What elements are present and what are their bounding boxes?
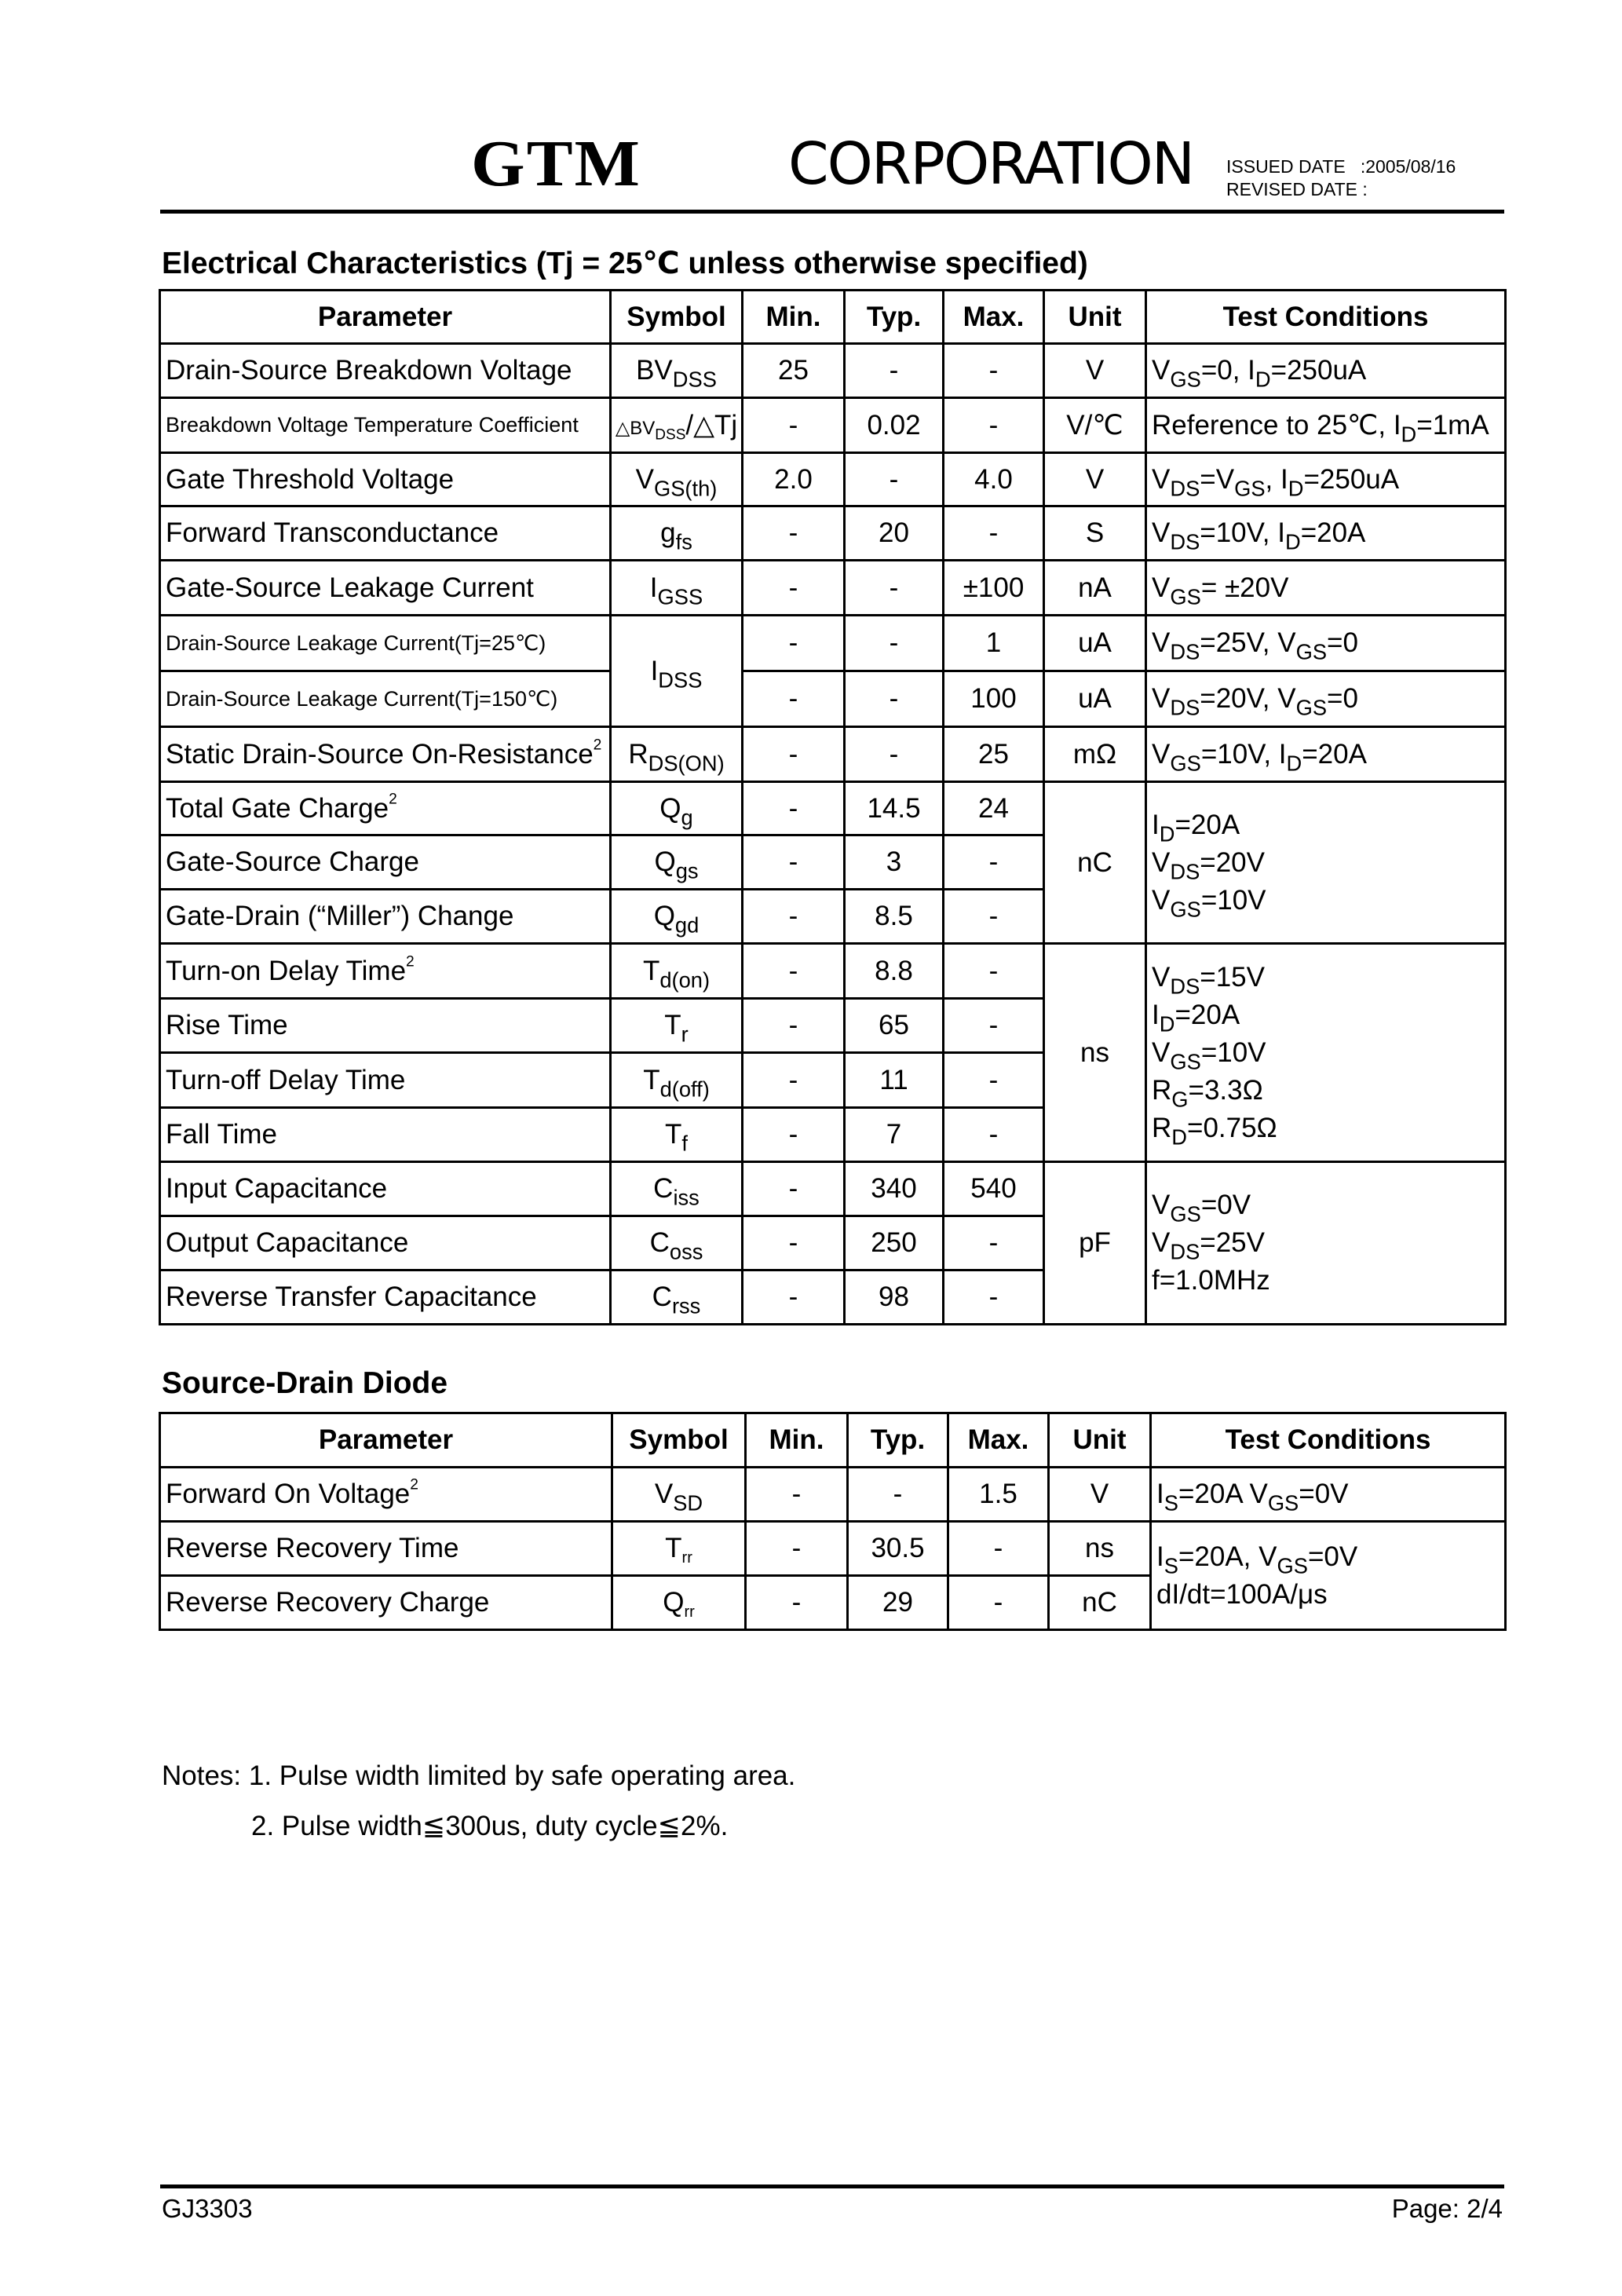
typ-cell: - bbox=[845, 616, 944, 671]
parameter-cell: Reverse Recovery Time bbox=[160, 1522, 612, 1576]
symbol-cell: $Q_{gd}$ bbox=[611, 890, 743, 944]
test-condition-cell: $I_S=20A$ $V_{GS}=0V$ bbox=[1151, 1468, 1506, 1522]
col-header-typ: Typ. bbox=[848, 1413, 948, 1468]
parameter-cell: Forward On Voltage$^2$ bbox=[160, 1468, 612, 1522]
header-rule bbox=[160, 210, 1504, 214]
min-cell: - bbox=[743, 1108, 845, 1162]
parameter-cell: Total Gate Charge$^2$ bbox=[160, 782, 611, 835]
parameter-cell: Gate-Source Leakage Current bbox=[160, 561, 611, 616]
test-condition-cell: $I_S=20A$, $V_{GS}=0V$ dI/dt=100A/μs bbox=[1151, 1522, 1506, 1630]
min-cell: - bbox=[743, 398, 845, 453]
col-header-parameter: Parameter bbox=[160, 1413, 612, 1468]
min-cell: - bbox=[746, 1468, 848, 1522]
max-cell: - bbox=[944, 398, 1044, 453]
footer-rule bbox=[160, 2184, 1504, 2188]
max-cell: - bbox=[944, 1108, 1044, 1162]
table-row bbox=[160, 1522, 1506, 1576]
max-cell: 25 bbox=[944, 727, 1044, 782]
typ-cell: 8.8 bbox=[845, 944, 944, 999]
symbol-cell: $I_{GSS}$ bbox=[611, 561, 743, 616]
document-header bbox=[160, 126, 1504, 212]
symbol-cell: $C_{rss}$ bbox=[611, 1270, 743, 1325]
unit-cell: uA bbox=[1044, 616, 1146, 671]
col-header-symbol: Symbol bbox=[611, 291, 743, 344]
table-row bbox=[160, 506, 1506, 561]
col-header-min: Min. bbox=[746, 1413, 848, 1468]
symbol-cell: $T_r$ bbox=[611, 999, 743, 1053]
min-cell: - bbox=[743, 727, 845, 782]
test-condition-cell: $V_{DS}=V_{GS}$, $I_D=250uA$ bbox=[1146, 453, 1506, 506]
typ-cell: 30.5 bbox=[848, 1522, 948, 1576]
parameter-cell: Forward Transconductance bbox=[160, 506, 611, 561]
test-condition-cell: $I_D=20A$ $V_{DS}=20V$ $V_{GS}=10V$ bbox=[1146, 782, 1506, 944]
typ-cell: 65 bbox=[845, 999, 944, 1053]
max-cell: - bbox=[944, 1053, 1044, 1108]
unit-cell: nC bbox=[1049, 1576, 1151, 1630]
note-1: Notes: 1. Pulse width limited by safe operating area. bbox=[162, 1760, 796, 1791]
parameter-cell: Input Capacitance bbox=[160, 1162, 611, 1216]
symbol-cell: $C_{oss}$ bbox=[611, 1216, 743, 1270]
symbol-cell: $V_{SD}$ bbox=[612, 1468, 746, 1522]
test-condition-cell: $V_{GS}=10V$, $I_D=20A$ bbox=[1146, 727, 1506, 782]
symbol-cell: $BV_{DSS}$ bbox=[611, 344, 743, 398]
revised-date-label: REVISED DATE : bbox=[1226, 179, 1368, 199]
min-cell: - bbox=[743, 890, 845, 944]
col-header-max: Max. bbox=[948, 1413, 1049, 1468]
parameter-cell: Gate Threshold Voltage bbox=[160, 453, 611, 506]
table-row bbox=[160, 1468, 1506, 1522]
min-cell: - bbox=[746, 1576, 848, 1630]
min-cell: 25 bbox=[743, 344, 845, 398]
parameter-cell: Gate-Source Charge bbox=[160, 835, 611, 890]
parameter-cell: Turn-off Delay Time bbox=[160, 1053, 611, 1108]
test-condition-cell: $V_{GS}=0$, $I_D=250uA$ bbox=[1146, 344, 1506, 398]
col-header-min: Min. bbox=[743, 291, 845, 344]
symbol-cell: $g_{fs}$ bbox=[611, 506, 743, 561]
table-row bbox=[160, 671, 1506, 727]
test-condition-cell: $V_{GS}= \pm 20V$ bbox=[1146, 561, 1506, 616]
min-cell: - bbox=[743, 1270, 845, 1325]
table-row bbox=[160, 344, 1506, 398]
parameter-cell: Reverse Recovery Charge bbox=[160, 1576, 612, 1630]
max-cell: ±100 bbox=[944, 561, 1044, 616]
test-condition-cell: $V_{DS}=10V$, $I_D=20A$ bbox=[1146, 506, 1506, 561]
table-row bbox=[160, 561, 1506, 616]
parameter-cell: Output Capacitance bbox=[160, 1216, 611, 1270]
unit-cell: V bbox=[1049, 1468, 1151, 1522]
symbol-cell: $Q_{gs}$ bbox=[611, 835, 743, 890]
unit-cell: pF bbox=[1044, 1162, 1146, 1325]
unit-cell: V/℃ bbox=[1044, 398, 1146, 453]
max-cell: 4.0 bbox=[944, 453, 1044, 506]
table-header-row bbox=[160, 1413, 1506, 1468]
parameter-cell: Rise Time bbox=[160, 999, 611, 1053]
company-name: CORPORATION bbox=[788, 130, 1194, 198]
max-cell: - bbox=[944, 890, 1044, 944]
col-header-test-conditions: Test Conditions bbox=[1151, 1413, 1506, 1468]
max-cell: - bbox=[944, 999, 1044, 1053]
test-condition-cell: $V_{DS}=20V$, $V_{GS}=0$ bbox=[1146, 671, 1506, 727]
issued-date-label: ISSUED DATE bbox=[1226, 156, 1346, 177]
max-cell: - bbox=[944, 1216, 1044, 1270]
max-cell: 540 bbox=[944, 1162, 1044, 1216]
source-drain-diode-table bbox=[159, 1412, 1507, 1631]
symbol-cell: $\triangle BV_{DSS}/\triangle Tj$ bbox=[611, 398, 743, 453]
min-cell: - bbox=[743, 1162, 845, 1216]
min-cell: - bbox=[743, 782, 845, 835]
table-row bbox=[160, 782, 1506, 835]
parameter-cell: Static Drain-Source On-Resistance$^2$ bbox=[160, 727, 611, 782]
min-cell: - bbox=[743, 999, 845, 1053]
note-2: 2. Pulse width≦300us, duty cycle≦2%. bbox=[251, 1811, 729, 1841]
unit-cell: V bbox=[1044, 453, 1146, 506]
typ-cell: - bbox=[845, 453, 944, 506]
symbol-cell: $C_{iss}$ bbox=[611, 1162, 743, 1216]
typ-cell: - bbox=[845, 561, 944, 616]
parameter-cell: Fall Time bbox=[160, 1108, 611, 1162]
unit-cell: ns bbox=[1044, 944, 1146, 1162]
max-cell: 24 bbox=[944, 782, 1044, 835]
max-cell: - bbox=[944, 944, 1044, 999]
max-cell: 1 bbox=[944, 616, 1044, 671]
unit-cell: uA bbox=[1044, 671, 1146, 727]
parameter-cell: Drain-Source Leakage Current(Tj=25℃) bbox=[160, 616, 611, 671]
max-cell: - bbox=[944, 344, 1044, 398]
parameter-cell: Turn-on Delay Time$^2$ bbox=[160, 944, 611, 999]
min-cell: - bbox=[743, 944, 845, 999]
issued-date-value: :2005/08/16 bbox=[1360, 156, 1456, 177]
table-row bbox=[160, 727, 1506, 782]
typ-cell: 3 bbox=[845, 835, 944, 890]
parameter-cell: Drain-Source Breakdown Voltage bbox=[160, 344, 611, 398]
parameter-cell: Reverse Transfer Capacitance bbox=[160, 1270, 611, 1325]
table-row bbox=[160, 453, 1506, 506]
unit-cell: nA bbox=[1044, 561, 1146, 616]
col-header-max: Max. bbox=[944, 291, 1044, 344]
symbol-cell: $T_{d(on)}$ bbox=[611, 944, 743, 999]
min-cell: - bbox=[746, 1522, 848, 1576]
min-cell: - bbox=[743, 506, 845, 561]
col-header-unit: Unit bbox=[1044, 291, 1146, 344]
col-header-unit: Unit bbox=[1049, 1413, 1151, 1468]
electrical-characteristics-table bbox=[159, 289, 1507, 1325]
unit-cell: S bbox=[1044, 506, 1146, 561]
col-header-parameter: Parameter bbox=[160, 291, 611, 344]
typ-cell: 98 bbox=[845, 1270, 944, 1325]
parameter-cell: Breakdown Voltage Temperature Coefficient bbox=[160, 398, 611, 453]
symbol-cell: $T_f$ bbox=[611, 1108, 743, 1162]
table-row bbox=[160, 1162, 1506, 1216]
company-logo: GTM bbox=[471, 127, 641, 200]
typ-cell: 8.5 bbox=[845, 890, 944, 944]
parameter-cell: Drain-Source Leakage Current(Tj=150℃) bbox=[160, 671, 611, 727]
min-cell: - bbox=[743, 671, 845, 727]
col-header-typ: Typ. bbox=[845, 291, 944, 344]
symbol-cell: $Q_g$ bbox=[611, 782, 743, 835]
table-header-row bbox=[160, 291, 1506, 344]
typ-cell: 11 bbox=[845, 1053, 944, 1108]
symbol-cell: $R_{DS(ON)}$ bbox=[611, 727, 743, 782]
max-cell: - bbox=[948, 1522, 1049, 1576]
test-condition-cell: $V_{DS}=25V$, $V_{GS}=0$ bbox=[1146, 616, 1506, 671]
max-cell: - bbox=[944, 835, 1044, 890]
test-condition-cell: Reference to 25℃, $I_D=1mA$ bbox=[1146, 398, 1506, 453]
unit-cell: mΩ bbox=[1044, 727, 1146, 782]
max-cell: - bbox=[948, 1576, 1049, 1630]
unit-cell: nC bbox=[1044, 782, 1146, 944]
min-cell: 2.0 bbox=[743, 453, 845, 506]
typ-cell: 20 bbox=[845, 506, 944, 561]
parameter-cell: Gate-Drain (“Miller”) Change bbox=[160, 890, 611, 944]
symbol-cell: $V_{GS(th)}$ bbox=[611, 453, 743, 506]
table-row bbox=[160, 616, 1506, 671]
symbol-cell: $I_{DSS}$ bbox=[611, 616, 743, 727]
typ-cell: 29 bbox=[848, 1576, 948, 1630]
electrical-section-title: Electrical Characteristics (Tj = 25℃ unless otherwise specified) bbox=[162, 247, 1088, 280]
date-block bbox=[1226, 155, 1456, 201]
min-cell: - bbox=[743, 561, 845, 616]
typ-cell: 250 bbox=[845, 1216, 944, 1270]
typ-cell: 340 bbox=[845, 1162, 944, 1216]
typ-cell: - bbox=[845, 344, 944, 398]
symbol-cell: $Q_{rr}$ bbox=[612, 1576, 746, 1630]
max-cell: - bbox=[944, 506, 1044, 561]
min-cell: - bbox=[743, 616, 845, 671]
document-code: GJ3303 bbox=[162, 2194, 253, 2223]
min-cell: - bbox=[743, 835, 845, 890]
diode-section-title: Source-Drain Diode bbox=[162, 1366, 448, 1400]
typ-cell: 0.02 bbox=[845, 398, 944, 453]
max-cell: 100 bbox=[944, 671, 1044, 727]
col-header-symbol: Symbol bbox=[612, 1413, 746, 1468]
col-header-test-conditions: Test Conditions bbox=[1146, 291, 1506, 344]
unit-cell: V bbox=[1044, 344, 1146, 398]
max-cell: - bbox=[944, 1270, 1044, 1325]
min-cell: - bbox=[743, 1053, 845, 1108]
symbol-cell: $T_{d(off)}$ bbox=[611, 1053, 743, 1108]
unit-cell: ns bbox=[1049, 1522, 1151, 1576]
typ-cell: 14.5 bbox=[845, 782, 944, 835]
notes-block bbox=[162, 1751, 795, 1852]
typ-cell: - bbox=[845, 671, 944, 727]
test-condition-cell: $V_{GS}=0V$ $V_{DS}=25V$ f=1.0MHz bbox=[1146, 1162, 1506, 1325]
max-cell: 1.5 bbox=[948, 1468, 1049, 1522]
test-condition-cell: $V_{DS}=15V$ $I_D=20A$ $V_{GS}=10V$ $R_G=3.3\Omega$ $R_D=0.75\Omega$ bbox=[1146, 944, 1506, 1162]
table-row bbox=[160, 944, 1506, 999]
typ-cell: - bbox=[848, 1468, 948, 1522]
typ-cell: - bbox=[845, 727, 944, 782]
symbol-cell: $T_{rr}$ bbox=[612, 1522, 746, 1576]
table-row bbox=[160, 398, 1506, 453]
page-number: Page: 2/4 bbox=[1391, 2194, 1503, 2223]
typ-cell: 7 bbox=[845, 1108, 944, 1162]
min-cell: - bbox=[743, 1216, 845, 1270]
